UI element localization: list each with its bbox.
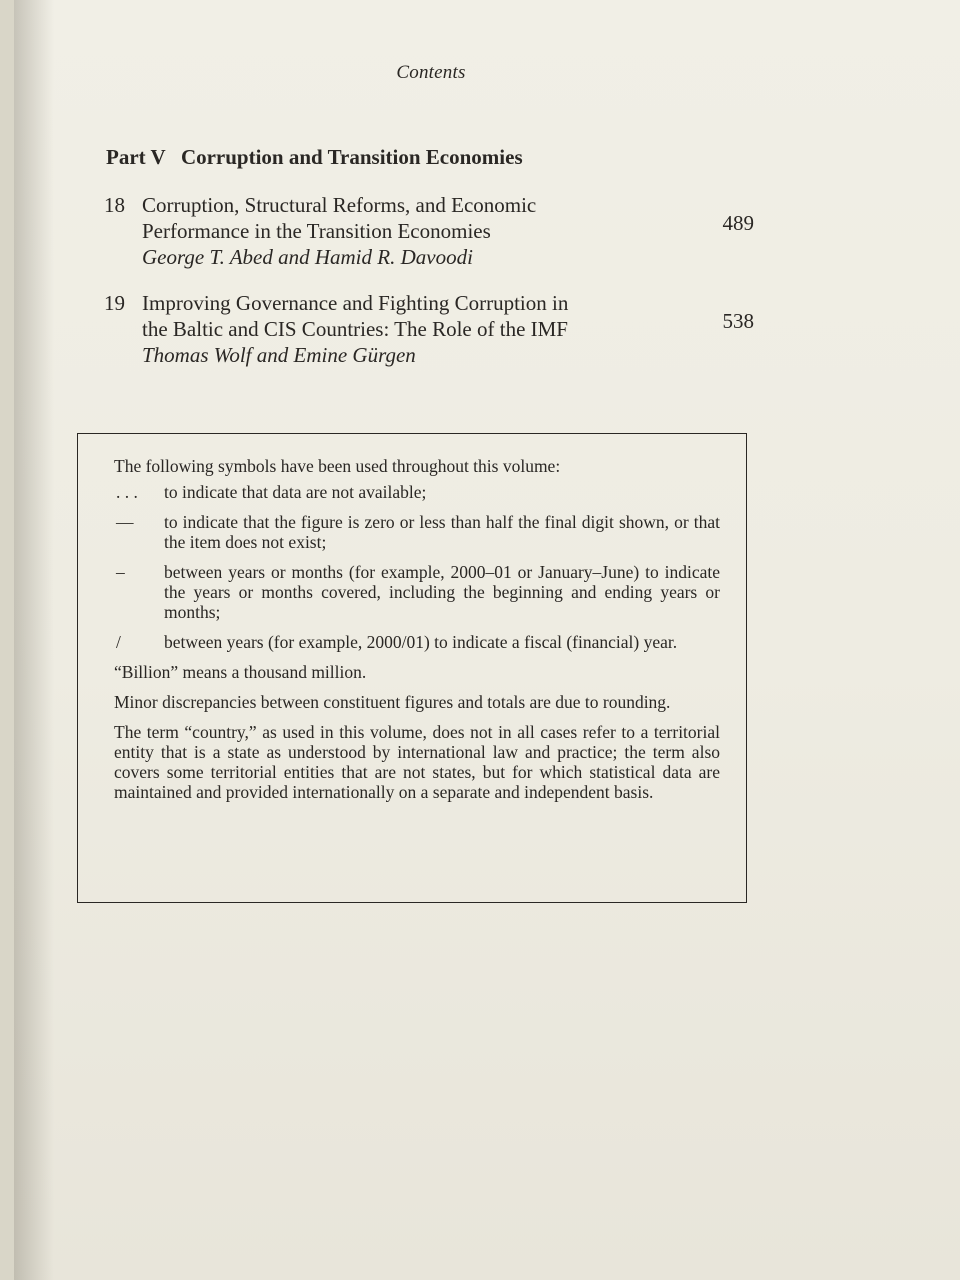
symbol-row [114, 632, 720, 652]
chapter-title-line: Corruption, Structural Reforms, and Economic [142, 193, 537, 217]
symbol-description: between years (for example, 2000/01) to indicate a fiscal (financial) year. [164, 632, 678, 652]
chapter-number: 19 [104, 291, 125, 315]
symbol-glyph: — [116, 512, 134, 532]
part-label: Part V [106, 145, 166, 169]
symbol-row [114, 562, 720, 622]
chapter-body [142, 192, 662, 270]
part-title: Corruption and Transition Economies [180, 145, 523, 169]
notice-note-rounding: Minor discrepancies between constituent figures and totals are due to rounding. [114, 692, 671, 712]
chapter-authors: Thomas Wolf and Emine Gürgen [142, 343, 416, 367]
symbols-notice-box [77, 433, 747, 903]
symbol-row [114, 512, 720, 552]
symbol-description: to indicate that the figure is zero or less than half the final digit shown, or that the item does not exist; [164, 512, 720, 552]
chapter-number: 18 [104, 193, 125, 217]
symbol-description: to indicate that data are not available; [164, 482, 427, 502]
toc-entry-19 [104, 290, 754, 368]
spine-shadow [14, 0, 54, 1280]
running-head: Contents [396, 62, 466, 83]
symbol-row [114, 482, 720, 502]
notice-intro: The following symbols have been used throughout this volume: [114, 456, 561, 476]
book-page [14, 0, 960, 1280]
chapter-title-line: Performance in the Transition Economies [142, 219, 491, 243]
chapter-body [142, 290, 662, 368]
symbol-glyph: . . . [116, 482, 138, 502]
chapter-authors: George T. Abed and Hamid R. Davoodi [142, 245, 473, 269]
toc-entry-18 [104, 192, 754, 270]
notice-note-country: The term “country,” as used in this volume, does not in all cases refer to a territorial entity that is a state as understood by international law and practice; the term also covers some territorial entities that are not states, but for which statistical data are maintained and provided internationally on a separate and independent basis. [114, 722, 720, 802]
symbol-glyph: – [116, 562, 125, 582]
chapter-title-line: the Baltic and CIS Countries: The Role of the IMF [142, 317, 568, 341]
chapter-title-line: Improving Governance and Fighting Corruption in [142, 291, 569, 315]
notice-note-billion: “Billion” means a thousand million. [114, 662, 367, 682]
part-heading [106, 145, 523, 170]
chapter-page-number: 538 [722, 309, 754, 333]
chapter-page-number: 489 [722, 211, 754, 235]
symbol-description: between years or months (for example, 2000–01 or January–June) to indicate the years or months covered, including the beginning and ending years or months; [164, 562, 720, 622]
symbol-glyph: / [116, 632, 121, 652]
